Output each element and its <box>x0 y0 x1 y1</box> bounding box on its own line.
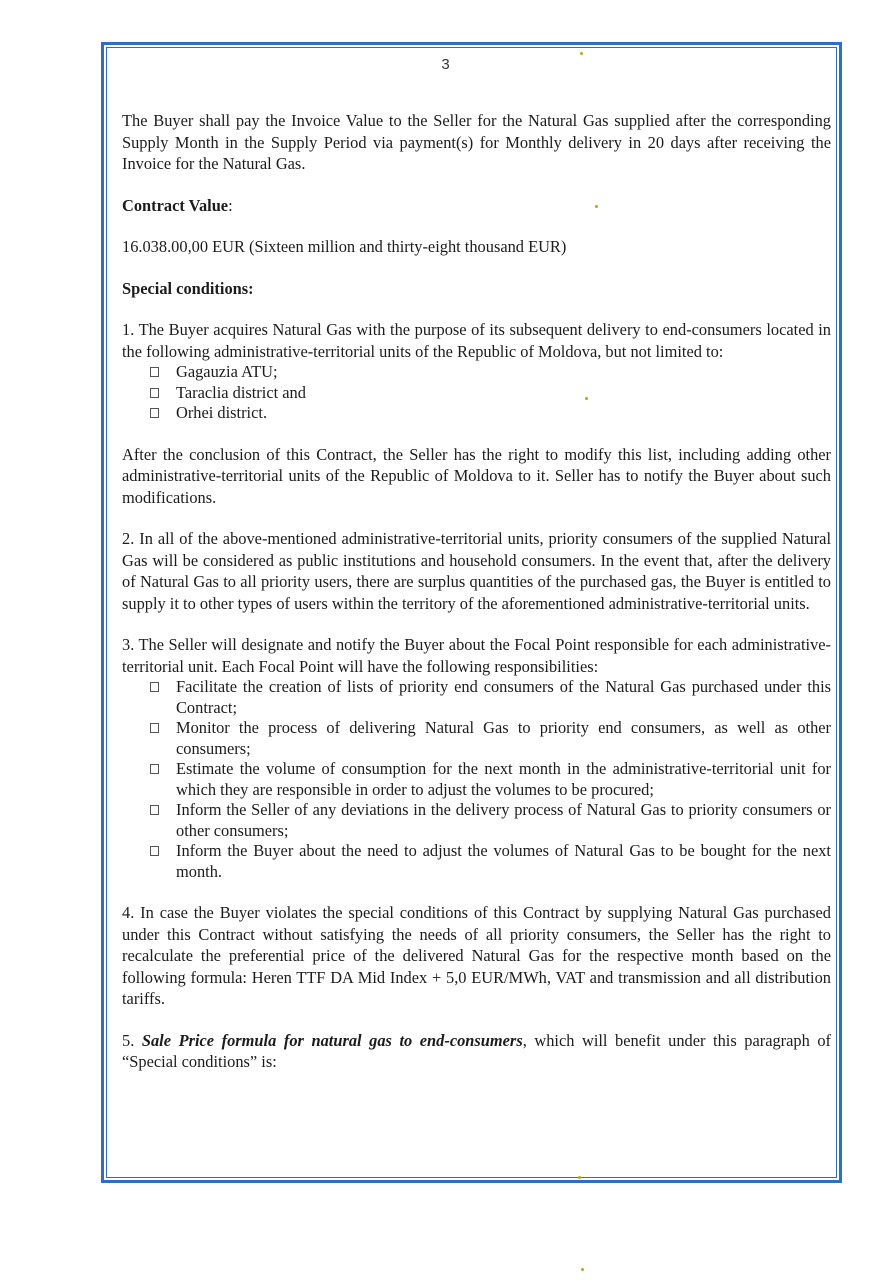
list-item-text: Gagauzia ATU; <box>176 362 278 381</box>
list-item-text: Inform the Seller of any deviations in the delivery process of Natural Gas to priority consumers or other consumers; <box>176 800 831 840</box>
clause-4-paragraph: 4. In case the Buyer violates the special conditions of this Contract by supplying Natural Gas purchased under this Contract without satisfying the needs of all priority consumers, the Seller has the right to recalculate the preferential price of the delivered Natural Gas for the respective month based on the following formula: Heren TTF DA Mid Index + 5,0 EUR/MWh, VAT and transmission and all distribution tariffs. <box>122 903 831 1008</box>
list-item <box>150 362 831 383</box>
clause-5-paragraph <box>122 1030 831 1073</box>
contract-value-colon: : <box>228 195 233 215</box>
list-item <box>150 759 831 800</box>
checkbox-bullet-icon <box>150 388 159 398</box>
clause-3-intro: 3. The Seller will designate and notify the Buyer about the Focal Point responsible for each administrative-territorial unit. Each Focal Point will have the following responsibilities: <box>122 635 831 676</box>
special-conditions-heading: Special conditions: <box>122 278 254 298</box>
contract-page-body <box>122 110 831 1093</box>
focal-point-responsibilities-list <box>122 677 831 882</box>
contract-value-label: Contract Value <box>122 195 229 215</box>
checkbox-bullet-icon <box>150 805 159 815</box>
list-item <box>150 718 831 759</box>
checkbox-bullet-icon <box>150 723 159 733</box>
list-item <box>150 677 831 718</box>
clause-5-emphasis: Sale Price formula for natural gas to end-consumers <box>141 1030 523 1050</box>
list-item <box>150 403 831 424</box>
list-item <box>150 841 831 882</box>
list-item-text: Orhei district. <box>176 403 268 422</box>
scan-speck <box>580 52 583 55</box>
list-item-text: Inform the Buyer about the need to adjust the volumes of Natural Gas to be bought for the next month. <box>176 841 831 881</box>
list-item-text: Estimate the volume of consumption for the next month in the administrative-territorial unit for which they are responsible in order to adjust the volumes to be procured; <box>176 759 831 799</box>
list-item <box>150 800 831 841</box>
checkbox-bullet-icon <box>150 764 159 774</box>
clause-5-text: , which will benefit under this paragraph of “Special conditions” is: <box>122 1030 832 1071</box>
list-item-text: Taraclia district and <box>176 382 306 402</box>
checkbox-bullet-icon <box>150 682 159 692</box>
clause-1-modification-paragraph: After the conclusion of this Contract, the Seller has the right to modify this list, including adding other administrative-territorial units of the Republic of Moldova to it. Seller has to notify the Buyer about such modifications. <box>122 444 831 507</box>
contract-value-heading <box>122 195 831 217</box>
list-item-text: Facilitate the creation of lists of priority end consumers of the Natural Gas purchased under this Contract; <box>176 677 831 717</box>
page-number: 3 <box>441 56 450 73</box>
scan-speck <box>585 397 588 400</box>
clause-2-paragraph: 2. In all of the above-mentioned administrative-territorial units, priority consumers of the supplied Natural Gas will be considered as public institutions and household consumers. In the event that, after the delivery of Natural Gas to all priority users, there are surplus quantities of the purchased gas, the Buyer is entitled to supply it to other types of users within the territory of the aforementioned administrative-territorial units. <box>122 529 831 613</box>
clause-5-number: 5. <box>122 1030 142 1050</box>
scan-speck <box>578 1176 581 1179</box>
checkbox-bullet-icon <box>150 408 159 418</box>
checkbox-bullet-icon <box>150 846 159 856</box>
list-item-text: Monitor the process of delivering Natural Gas to priority end consumers, as well as other consumers; <box>176 718 831 758</box>
territorial-units-list <box>122 362 831 424</box>
scan-speck <box>595 205 598 208</box>
scan-speck <box>581 1268 584 1271</box>
payment-terms-paragraph: The Buyer shall pay the Invoice Value to the Seller for the Natural Gas supplied after the corresponding Supply Month in the Supply Period via payment(s) for Monthly delivery in 20 days after receiving the Invoice for the Natural Gas. <box>122 111 831 173</box>
checkbox-bullet-icon <box>150 367 159 377</box>
contract-value-amount: 16.038.00,00 EUR (Sixteen million and thirty-eight thousand EUR) <box>122 237 567 256</box>
clause-1-intro: 1. The Buyer acquires Natural Gas with the purpose of its subsequent delivery to end-consumers located in the following administrative-territorial units of the Republic of Moldova, but not limited to: <box>122 320 831 361</box>
list-item <box>150 383 831 404</box>
